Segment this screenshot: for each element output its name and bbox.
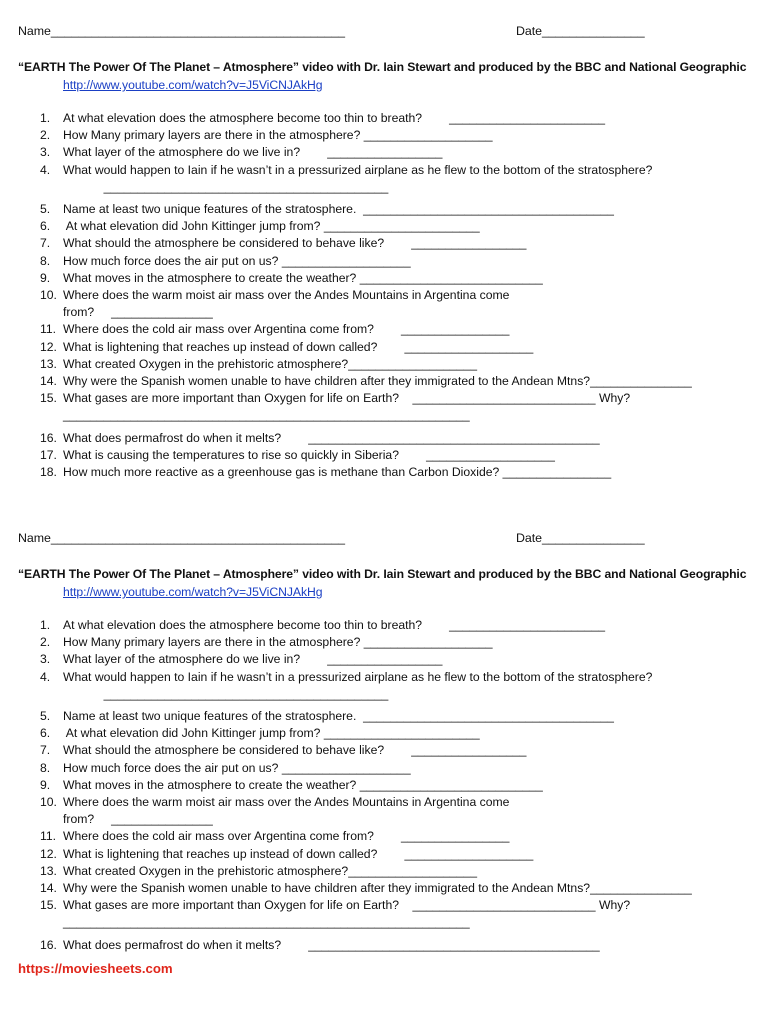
answer-blank[interactable]: from? _______________ [63,812,213,827]
question-text: How much force does the air put on us? ___________________ [63,253,411,268]
question-number: 14. [40,374,57,388]
question-text: What layer of the atmosphere do we live in? _________________ [63,652,443,667]
question-text: At what elevation did John Kittinger jump from? _______________________ [63,726,480,741]
question-number: 5. [40,202,51,216]
question-text: What does permafrost do when it melts? ___________________________________________ [63,430,600,445]
question-text: Where does the cold air mass over Argentina come from? ________________ [63,322,510,337]
video-link[interactable]: http://www.youtube.com/watch?v=J5ViCNJAkHg [63,585,323,599]
question-text: What is lightening that reaches up instead of down called? ___________________ [63,339,534,354]
worksheet-title: “EARTH The Power Of The Planet – Atmosphere” video with Dr. Iain Stewart and produced by the BBC and National Geographic [18,567,747,581]
question-number: 10. [40,288,57,302]
answer-blank[interactable]: ____________________________________________________________ [63,915,470,930]
question-text: Why were the Spanish women unable to have children after they immigrated to the Andean Mtns?_______________ [63,881,692,895]
question-number: 2. [40,635,51,650]
question-number: 6. [40,726,51,741]
question-text: Where does the warm moist air mass over the Andes Mountains in Argentina come [63,288,510,302]
question-text: What moves in the atmosphere to create the weather? ___________________________ [63,777,543,792]
video-link[interactable]: http://www.youtube.com/watch?v=J5ViCNJAkHg [63,78,323,92]
question-text: What gases are more important than Oxygen for life on Earth? ___________________________ Why? [63,898,631,913]
name-field[interactable]: Name___________________________________________ [18,24,346,38]
question-number: 16. [40,430,57,445]
question-text: Where does the warm moist air mass over the Andes Mountains in Argentina come [63,795,510,809]
answer-blank[interactable]: from? _______________ [63,305,213,320]
question-text: At what elevation did John Kittinger jump from? _______________________ [63,219,480,234]
question-number: 8. [40,760,51,775]
question-number: 5. [40,709,51,723]
question-number: 10. [40,795,57,809]
question-number: 12. [40,339,57,354]
question-text: Name at least two unique features of the stratosphere. _____________________________________ [63,709,614,723]
question-number: 1. [40,111,51,125]
question-number: 14. [40,881,57,895]
question-number: 1. [40,618,51,632]
date-field[interactable]: Date_______________ [516,531,645,545]
date-field[interactable]: Date_______________ [516,24,645,38]
question-number: 8. [40,253,51,268]
question-text: What does permafrost do when it melts? ___________________________________________ [63,937,600,952]
worksheet-title: “EARTH The Power Of The Planet – Atmosphere” video with Dr. Iain Stewart and produced by the BBC and National Geographic [18,60,747,74]
question-number: 3. [40,652,51,667]
question-number: 6. [40,219,51,234]
question-number: 15. [40,898,57,913]
question-number: 15. [40,391,57,406]
answer-blank[interactable]: __________________________________________ [63,686,389,701]
question-number: 18. [40,465,57,479]
question-text: What created Oxygen in the prehistoric atmosphere?___________________ [63,356,477,371]
question-text: Name at least two unique features of the stratosphere. _____________________________________ [63,202,614,216]
question-number: 11. [40,829,57,844]
question-text: What would happen to Iain if he wasn’t in a pressurized airplane as he flew to the bottom of the stratosphere? [63,162,653,177]
question-number: 2. [40,128,51,143]
question-number: 13. [40,356,57,371]
question-text: At what elevation does the atmosphere become too thin to breath? _______________________ [63,111,606,125]
question-text: How Many primary layers are there in the atmosphere? ___________________ [63,128,493,143]
question-text: What is causing the temperatures to rise so quickly in Siberia? ___________________ [63,447,555,462]
question-number: 16. [40,937,57,952]
question-text: What created Oxygen in the prehistoric atmosphere?___________________ [63,863,477,878]
answer-blank[interactable]: __________________________________________ [63,179,389,194]
question-text: What layer of the atmosphere do we live in? _________________ [63,145,443,160]
answer-blank[interactable]: ____________________________________________________________ [63,408,470,423]
name-field[interactable]: Name___________________________________________ [18,531,346,545]
question-number: 12. [40,846,57,861]
question-number: 11. [40,322,57,337]
question-number: 3. [40,145,51,160]
question-text: Where does the cold air mass over Argentina come from? ________________ [63,829,510,844]
question-text: What should the atmosphere be considered to behave like? _________________ [63,236,527,251]
question-number: 7. [40,236,51,251]
question-text: What gases are more important than Oxygen for life on Earth? ___________________________ Why? [63,391,631,406]
question-text: What moves in the atmosphere to create the weather? ___________________________ [63,270,543,285]
question-number: 9. [40,777,51,792]
question-number: 4. [40,162,51,177]
footer-site-link[interactable]: https://moviesheets.com [18,961,173,976]
question-text: At what elevation does the atmosphere become too thin to breath? _______________________ [63,618,606,632]
question-number: 13. [40,863,57,878]
question-number: 9. [40,270,51,285]
question-text: What would happen to Iain if he wasn’t in a pressurized airplane as he flew to the bottom of the stratosphere? [63,669,653,684]
question-number: 17. [40,447,57,462]
question-number: 4. [40,669,51,684]
question-text: How Many primary layers are there in the atmosphere? ___________________ [63,635,493,650]
question-text: How much more reactive as a greenhouse gas is methane than Carbon Dioxide? ________________ [63,465,612,479]
question-text: What is lightening that reaches up instead of down called? ___________________ [63,846,534,861]
question-text: Why were the Spanish women unable to have children after they immigrated to the Andean Mtns?_______________ [63,374,692,388]
question-number: 7. [40,743,51,758]
question-text: How much force does the air put on us? ___________________ [63,760,411,775]
question-text: What should the atmosphere be considered to behave like? _________________ [63,743,527,758]
